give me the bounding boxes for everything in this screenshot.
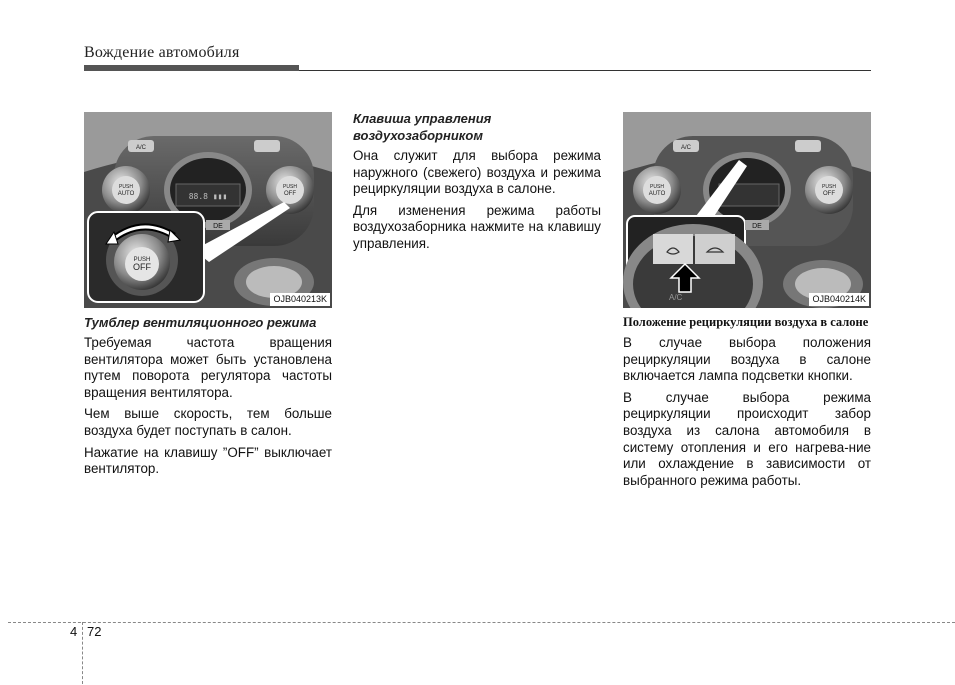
section-number: 4 bbox=[70, 624, 78, 639]
svg-text:AUTO: AUTO bbox=[648, 191, 666, 197]
svg-text:PUSH: PUSH bbox=[119, 184, 133, 190]
right-caption: Положение рециркуляции воздуха в салоне bbox=[623, 315, 869, 329]
left-caption: Тумблер вентиляционного режима bbox=[84, 315, 317, 330]
off-label: OFF bbox=[133, 262, 151, 272]
middle-caption: Клавиша управления воздухозаборником bbox=[353, 111, 492, 143]
figure-code-right: OJB040214K bbox=[809, 293, 869, 306]
left-paragraph-3: Нажатие на клавишу ”OFF” выключает вентилятор. bbox=[84, 444, 332, 477]
svg-text:DE: DE bbox=[213, 223, 223, 230]
svg-text:88.8 ▮▮▮: 88.8 ▮▮▮ bbox=[188, 192, 228, 201]
svg-text:OFF: OFF bbox=[284, 191, 296, 197]
right-column bbox=[623, 112, 871, 494]
left-paragraph-1: Требуемая частота вращения вентилятора может быть установлена путем поворота регулятора частоты вращения вентилятора. bbox=[84, 335, 332, 400]
page-number: 72 bbox=[87, 624, 102, 639]
footer-vertical-divider bbox=[82, 622, 83, 684]
push-label: PUSH bbox=[133, 257, 151, 263]
fan-control-photo bbox=[84, 112, 332, 308]
middle-paragraph-2: Для изменения режима работы воздухозаборника нажмите на клавишу управления. bbox=[353, 202, 601, 251]
ac-button-label: A/C bbox=[135, 145, 147, 151]
right-paragraph-2: В случае выбора режима рециркуляции происходит забор воздуха из салона автомобиля в систему отопления и его нагрева-ние или охлаждение в зависимости от выбранного режима работы. bbox=[623, 389, 871, 488]
svg-text:DE: DE bbox=[752, 223, 762, 230]
fan-control-illustration bbox=[84, 112, 332, 308]
ac-bottom-label: A/C bbox=[669, 293, 683, 302]
page-header-title: Вождение автомобиля bbox=[84, 44, 240, 61]
header-rule bbox=[299, 70, 871, 71]
middle-paragraph-1: Она служит для выбора режима наружного (свежего) воздуха и режима рециркуляции воздуха в салоне. bbox=[353, 148, 601, 197]
left-column bbox=[84, 112, 332, 483]
svg-text:PUSH: PUSH bbox=[283, 184, 297, 190]
left-paragraph-2: Чем выше скорость, тем больше воздуха будет поступать в салон. bbox=[84, 406, 332, 438]
figure-code-left: OJB040213K bbox=[270, 293, 330, 306]
svg-text:PUSH: PUSH bbox=[650, 184, 664, 190]
recirculation-photo bbox=[623, 112, 871, 308]
recirculation-illustration bbox=[623, 112, 871, 308]
middle-column bbox=[353, 110, 601, 258]
right-paragraph-1: В случае выбора положения рециркуляции воздуха в салоне включается лампа подсветки кнопки. bbox=[623, 335, 871, 384]
svg-text:OFF: OFF bbox=[823, 191, 835, 197]
svg-text:AUTO: AUTO bbox=[117, 191, 135, 197]
footer-divider bbox=[8, 622, 955, 623]
ac-button-label-right: A/C bbox=[680, 145, 692, 151]
svg-text:PUSH: PUSH bbox=[822, 184, 836, 190]
header-bar bbox=[84, 65, 299, 71]
